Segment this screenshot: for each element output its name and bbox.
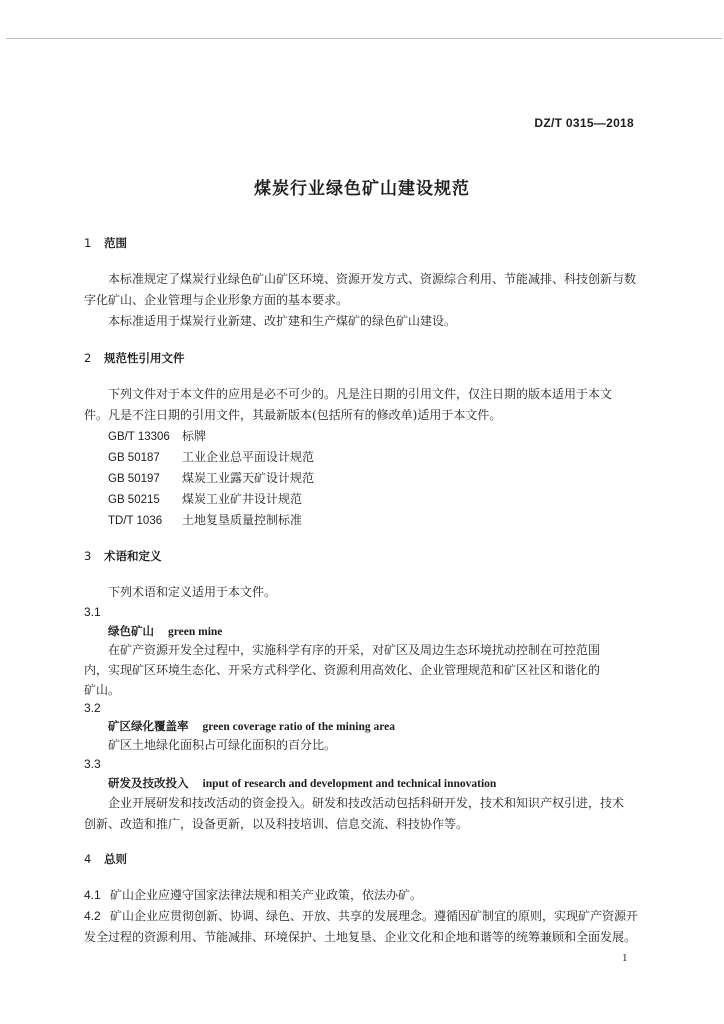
clause-continuation: 发全过程的资源利用、节能减排、环境保护、土地复垦、企业文化和企地和谐等的统筹兼顾和全面发展。 — [84, 930, 637, 944]
term-heading — [108, 774, 496, 793]
document-title: 煤炭行业绿色矿山建设规范 — [254, 179, 470, 199]
top-rule — [6, 38, 722, 39]
term-english: green mine — [168, 626, 223, 638]
definition-line: 内，实现矿区环境生态化、开采方式科学化、资源利用高效化、企业管理规范和矿区社区和谐化的 — [84, 663, 601, 677]
clause-number: 4.1 — [84, 888, 101, 902]
reference-code: TD/T 1036 — [108, 515, 163, 527]
clause-number: 4.2 — [84, 909, 101, 923]
reference-name: 工业企业总平面设计规范 — [182, 450, 315, 464]
reference-name: 标牌 — [182, 429, 207, 443]
section-4-heading — [84, 850, 127, 868]
reference-item — [108, 427, 206, 446]
section-title: 范围 — [104, 236, 127, 250]
definition-line: 创新、改造和推广，设备更新，以及科技培训、信息交流、科技协作等。 — [84, 817, 469, 831]
paragraph-line: 件。凡是不注日期的引用文件，其最新版本(包括所有的修改单)适用于本文件。 — [84, 408, 502, 422]
term-english: input of research and development and technical innovation — [202, 778, 497, 790]
clause-4-2 — [84, 907, 638, 925]
term-number: 3.2 — [84, 701, 101, 715]
clause-text: 矿山企业应贯彻创新、协调、绿色、开放、共享的发展理念。遵循因矿制宜的原则，实现矿产资源开 — [110, 909, 639, 923]
section-title: 总则 — [104, 852, 127, 866]
clause-4-1 — [84, 886, 422, 904]
term-heading — [108, 622, 222, 641]
definition-line: 矿山。 — [84, 683, 121, 697]
term-number: 3.3 — [84, 757, 101, 771]
term-chinese: 绿色矿山 — [108, 624, 154, 638]
section-number: 2 — [84, 351, 92, 365]
reference-code: GB 50187 — [108, 452, 160, 464]
section-title: 规范性引用文件 — [104, 351, 185, 365]
section-3-heading — [84, 547, 162, 565]
paragraph-line: 字化矿山、企业管理与企业形象方面的基本要求。 — [84, 293, 349, 307]
section-title: 术语和定义 — [104, 549, 162, 563]
term-heading — [108, 717, 395, 736]
reference-code: GB/T 13306 — [108, 431, 170, 443]
reference-code: GB 50215 — [108, 494, 160, 506]
paragraph-line: 下列文件对于本文件的应用是必不可少的。凡是注日期的引用文件，仅注日期的版本适用于本文 — [108, 387, 613, 401]
term-english: green coverage ratio of the mining area — [202, 721, 395, 733]
reference-name: 土地复垦质量控制标准 — [182, 513, 303, 527]
paragraph-line: 本标准规定了煤炭行业绿色矿山矿区环境、资源开发方式、资源综合利用、节能减排、科技创新与数 — [108, 272, 637, 286]
paragraph-line: 本标准适用于煤炭行业新建、改扩建和生产煤矿的绿色矿山建设。 — [108, 314, 457, 328]
section-number: 3 — [84, 549, 92, 563]
reference-code: GB 50197 — [108, 473, 160, 485]
section-2-heading — [84, 349, 185, 367]
paragraph-line: 下列术语和定义适用于本文件。 — [108, 585, 277, 599]
definition-line: 矿区土地绿化面积占可绿化面积的百分比。 — [108, 738, 337, 752]
reference-name: 煤炭工业露天矿设计规范 — [182, 471, 315, 485]
clause-text: 矿山企业应遵守国家法律法规和相关产业政策，依法办矿。 — [110, 888, 423, 902]
term-chinese: 研发及技改投入 — [108, 776, 189, 790]
standard-number: DZ/T 0315—2018 — [534, 116, 634, 130]
term-chinese: 矿区绿化覆盖率 — [108, 719, 189, 733]
reference-item — [108, 490, 302, 509]
section-number: 4 — [84, 852, 92, 866]
reference-item — [108, 511, 302, 530]
term-number: 3.1 — [84, 605, 101, 619]
section-number: 1 — [84, 236, 92, 250]
section-1-heading — [84, 234, 127, 252]
page-number: 1 — [622, 952, 628, 964]
definition-line: 在矿产资源开发全过程中，实施科学有序的开采，对矿区及周边生态环境扰动控制在可控范围 — [108, 643, 601, 657]
reference-name: 煤炭工业矿井设计规范 — [182, 492, 303, 506]
definition-line: 企业开展研发和技改活动的资金投入。研发和技改活动包括科研开发，技术和知识产权引进，技术 — [108, 796, 625, 810]
reference-item — [108, 469, 314, 488]
reference-item — [108, 448, 314, 467]
